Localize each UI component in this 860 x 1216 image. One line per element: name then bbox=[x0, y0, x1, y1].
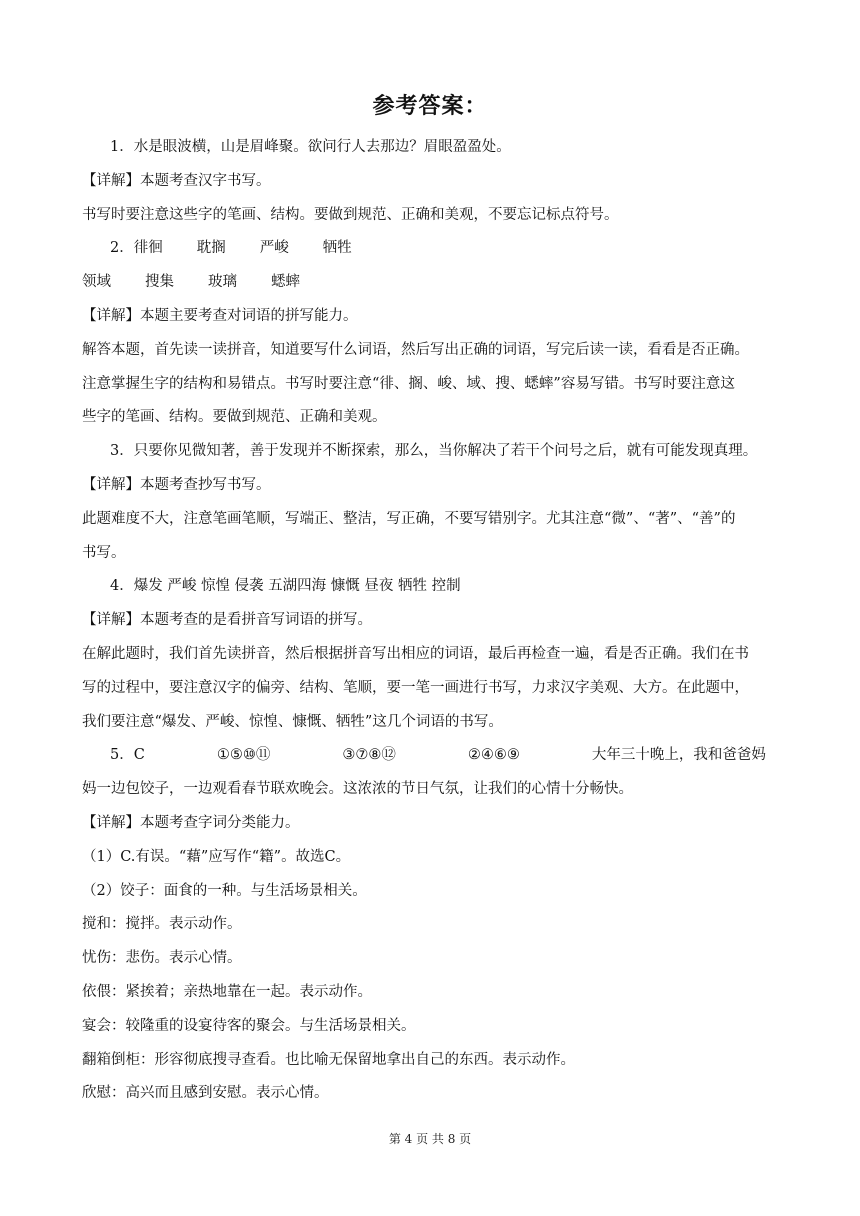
q5-explain-line: 搅和：搅拌。表示动作。 bbox=[82, 916, 242, 933]
q5-answer bbox=[82, 739, 782, 773]
q3-answer: 3．只要你见微知著，善于发现并不断探索，那么，当你解决了若干个问号之后，就有可能发现真理。 bbox=[110, 443, 758, 460]
q1-explain: 书写时要注意这些字的笔画、结构。要做到规范、正确和美观，不要忘记标点符号。 bbox=[82, 206, 619, 223]
q3-explain-line: 此题难度不大，注意笔画笔顺，写端正、整洁，写正确，不要写错别字。尤其注意“微”、“著”、“善”的 bbox=[82, 510, 736, 527]
page-footer: 第 4 页 共 8 页 bbox=[388, 1132, 472, 1146]
q2-word: 牺牲 bbox=[322, 240, 352, 257]
q4-explain-line: 在解此题时，我们首先读拼音，然后根据拼音写出相应的词语，最后再检查一遍，看是否正确。我们在书 bbox=[82, 645, 749, 662]
q2-word: 蟋蟀 bbox=[271, 274, 300, 291]
q5-explain-line: 翻箱倒柜：形容彻底搜寻查看。也比喻无保留地拿出自己的东西。表示动作。 bbox=[82, 1051, 575, 1068]
q5-explain-line: 宴会：较隆重的设宴待客的聚会。与生活场景相关。 bbox=[82, 1017, 416, 1034]
q4-answer: 4．爆发 严峻 惊惶 侵袭 五湖四海 慷慨 昼夜 牺牲 控制 bbox=[110, 578, 461, 595]
q4-explain-line: 写的过程中，要注意汉字的偏旁、结构、笔顺，要一笔一画进行书写，力求汉字美观、大方。在此题中， bbox=[82, 679, 749, 696]
q5-part: 大年三十晚上，我和爸爸妈 bbox=[591, 747, 766, 764]
q5-part: ①⑤⑩⑪ bbox=[216, 747, 271, 764]
q2-word: 耽搁 bbox=[196, 240, 226, 257]
q2-explain-line: 些字的笔画、结构。要做到规范、正确和美观。 bbox=[82, 409, 387, 426]
q4-explain-line: 我们要注意“爆发、严峻、惊惶、慷慨、牺牲”这几个词语的书写。 bbox=[82, 713, 503, 730]
q2-word: 搜集 bbox=[145, 274, 174, 291]
q5-part: ③⑦⑧⑫ bbox=[342, 747, 396, 764]
q2-row1 bbox=[82, 232, 782, 266]
q2-word: 严峻 bbox=[259, 240, 289, 257]
q5-part: 5．C bbox=[110, 747, 145, 764]
q2-word: 2．徘徊 bbox=[110, 240, 163, 257]
q2-word: 领域 bbox=[82, 274, 111, 291]
q2-word: 玻璃 bbox=[208, 274, 237, 291]
q5-detail: 【详解】本题考查字词分类能力。 bbox=[82, 814, 300, 831]
q5-explain-line: （2）饺子：面食的一种。与生活场景相关。 bbox=[82, 882, 367, 899]
q2-explain-line: 注意掌握生字的结构和易错点。书写时要注意“徘、搁、峻、域、搜、蟋蟀”容易写错。书写时要注意这 bbox=[82, 375, 735, 392]
q2-detail: 【详解】本题主要考查对词语的拼写能力。 bbox=[82, 307, 358, 324]
q1-answer: 1．水是眼波横，山是眉峰聚。欲问行人去那边？眉眼盈盈处。 bbox=[110, 139, 511, 155]
q5-explain-line: （1）C.有误。“藉”应写作“籍”。故选C。 bbox=[82, 848, 351, 865]
q5-explain-line: 欣慰：高兴而且感到安慰。表示心情。 bbox=[82, 1085, 329, 1102]
page-title: 参考答案： bbox=[372, 94, 488, 119]
q5-explain-line: 忧伤：悲伤。表示心情。 bbox=[82, 950, 242, 967]
q1-detail: 【详解】本题考查汉字书写。 bbox=[82, 172, 271, 189]
q2-row2 bbox=[82, 266, 782, 300]
q3-detail: 【详解】本题考查抄写书写。 bbox=[82, 476, 271, 493]
q3-explain-line: 书写。 bbox=[82, 544, 126, 561]
q2-explain-line: 解答本题，首先读一读拼音，知道要写什么词语，然后写出正确的词语，写完后读一读，看看是否正确。 bbox=[82, 341, 749, 358]
answer-content bbox=[82, 131, 782, 1111]
q5-answer-cont: 妈一边包饺子，一边观看春节联欢晚会。这浓浓的节日气氛，让我们的心情十分畅快。 bbox=[82, 781, 633, 798]
q4-detail: 【详解】本题考查的是看拼音写词语的拼写。 bbox=[82, 612, 372, 629]
q5-explain-line: 依偎：紧挨着；亲热地靠在一起。表示动作。 bbox=[82, 983, 372, 1000]
q5-part: ②④⑥⑨ bbox=[467, 747, 520, 764]
